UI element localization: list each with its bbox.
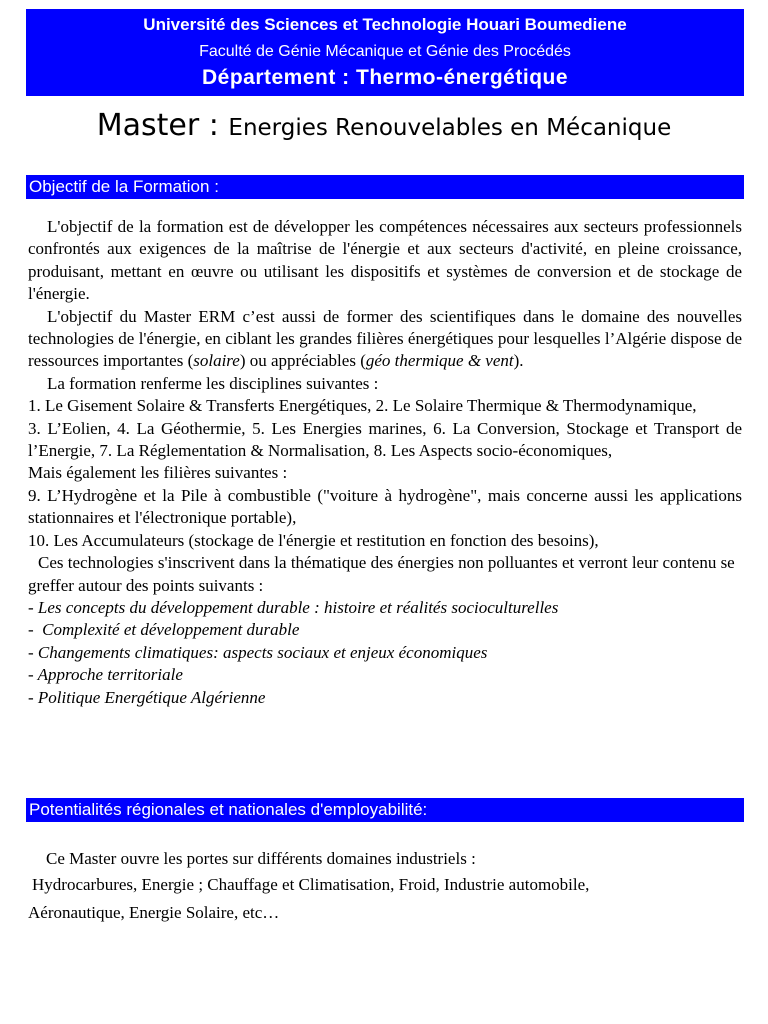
employabilite-body [28,848,742,924]
paragraph: L'objectif du Master ERM c’est aussi de former des scientifiques dans le domaine des nouvelles technologies de l'énergie, en ciblant les grandes filières énergétiques pour lesquelles l’Algérie dispose de ressources importantes (solaire) ou appréciables (géo thermique & vent). [28,306,742,371]
paragraph: Ce Master ouvre les portes sur différents domaines industriels : [46,849,476,868]
bullet-item: - Changements climatiques: aspects sociaux et enjeux économiques [28,642,488,662]
university-name: Université des Sciences et Technologie Houari Boumediene [143,15,627,34]
paragraph: Ces technologies s'inscrivent dans la thématique des énergies non polluantes et verront leur contenu se greffer autour des points suivants : [28,553,735,595]
list-item: 3. L’Eolien, 4. La Géothermie, 5. Les Energies marines, 6. La Conversion, Stockage et Transport de l’Energie, 7. La Réglementation & Normalisation, 8. Les Aspects socio-économiques, [28,418,742,461]
bullet-item: - Approche territoriale [28,665,183,685]
bullet-item: - Politique Energétique Algérienne [28,687,266,707]
faculty-name: Faculté de Génie Mécanique et Génie des Procédés [199,43,571,60]
section-heading-objectif: Objectif de la Formation : [26,175,744,199]
paragraph: Mais également les filières suivantes : [28,463,288,483]
header-banner [26,9,744,96]
list-item: 1. Le Gisement Solaire & Transferts Energétiques, 2. Le Solaire Thermique & Thermodynamique, [28,396,697,416]
paragraph: Aéronautique, Energie Solaire, etc… [28,903,280,922]
objectif-body [28,216,742,709]
bullet-item: - Les concepts du développement durable : histoire et réalités socioculturelles [28,597,559,617]
section-heading-employabilite: Potentialités régionales et nationales d'employabilité: [26,798,744,822]
department-name: Département : Thermo-énergétique [201,66,569,89]
bullet-item: - Complexité et développement durable [28,620,300,640]
list-item: 9. L’Hydrogène et la Pile à combustible ("voiture à hydrogène", mais concerne aussi les applications stationnaires et l'électronique portable), [28,485,742,528]
paragraph: La formation renferme les disciplines suivantes : [47,373,379,393]
paragraph: L'objectif de la formation est de développer les compétences nécessaires aux secteurs professionnels confrontés aux exigences de la maîtrise de l'énergie et aux secteurs d'activité, en pleine croissance, produisant, mettant en œuvre ou utilisant les dispositifs et systèmes de conversion et de stockage de l'énergie. [28,217,742,304]
paragraph: Hydrocarbures, Energie ; Chauffage et Climatisation, Froid, Industrie automobile, [32,875,590,894]
page-title [0,108,768,143]
title-prefix: Master : [96,108,229,143]
list-item: 10. Les Accumulateurs (stockage de l'énergie et restitution en fonction des besoins), [28,530,599,550]
title-name: Energies Renouvelables en Mécanique [228,115,672,141]
